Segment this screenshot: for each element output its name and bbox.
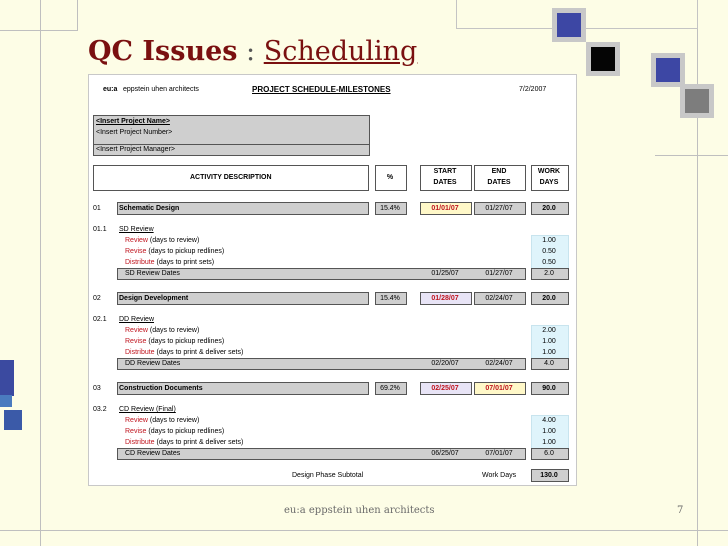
- decor-square: [685, 89, 709, 113]
- phase-end: 01/27/07: [485, 205, 513, 212]
- decor-square: [656, 58, 680, 82]
- title-subject: Scheduling: [263, 36, 418, 67]
- review-end: 01/27/07: [485, 270, 513, 277]
- phase-number: 02: [93, 295, 101, 302]
- review-step: Review (days to review): [125, 237, 200, 244]
- decor-square: [4, 410, 22, 430]
- footer-firm: eu:a eppstein uhen architects: [284, 505, 435, 516]
- review-start: 06/25/07: [431, 450, 459, 457]
- phase-pct: 69.2%: [380, 385, 400, 392]
- revise-step: Revise (days to pickup redlines): [125, 338, 225, 345]
- review-start: 01/25/07: [431, 270, 459, 277]
- project-name: <Insert Project Name>: [96, 118, 170, 125]
- review-start: 02/20/07: [431, 360, 459, 367]
- review-dates-label: CD Review Dates: [125, 450, 181, 457]
- header-work-2: DAYS: [539, 179, 559, 186]
- phase-start: 02/25/07: [431, 385, 459, 392]
- phase-pct: 15.4%: [380, 295, 400, 302]
- revise-step: Revise (days to pickup redlines): [125, 248, 225, 255]
- work-days-label: Work Days: [482, 472, 517, 479]
- phase-name: Schematic Design: [119, 205, 180, 212]
- review-number: 01.1: [93, 226, 107, 233]
- review-dates-label: SD Review Dates: [125, 270, 180, 277]
- revise-days: 0.50: [542, 248, 556, 255]
- header-end-2: DATES: [487, 179, 511, 186]
- revise-step: Revise (days to pickup redlines): [125, 428, 225, 435]
- review-days: 4.00: [542, 417, 556, 424]
- phase-number: 01: [93, 205, 101, 212]
- review-step: Review (days to review): [125, 327, 200, 334]
- sheet-heading: PROJECT SCHEDULE-MILESTONES: [252, 85, 391, 94]
- sheet-firm: eppstein uhen architects: [123, 86, 199, 93]
- work-days-total: 130.0: [540, 472, 558, 479]
- phase-end: 02/24/07: [485, 295, 513, 302]
- review-name: DD Review: [119, 316, 155, 323]
- review-total: 6.0: [544, 450, 554, 457]
- frame-line: [655, 155, 728, 156]
- phase-days: 20.0: [542, 295, 556, 302]
- phase-days: 90.0: [542, 385, 556, 392]
- schedule-sheet: [88, 74, 577, 486]
- distribute-step: Distribute (days to print sets): [125, 259, 215, 266]
- distribute-days: 0.50: [542, 259, 556, 266]
- slide-title: [88, 36, 417, 67]
- phase-pct: 15.4%: [380, 205, 400, 212]
- phase-end: 07/01/07: [485, 385, 513, 392]
- distribute-days: 1.00: [542, 439, 556, 446]
- decor-square: [557, 13, 581, 37]
- header-work-1: WORK: [537, 168, 561, 175]
- review-total: 4.0: [544, 360, 554, 367]
- header-pct: %: [386, 174, 394, 181]
- review-number: 03.2: [93, 406, 107, 413]
- phase-days: 20.0: [542, 205, 556, 212]
- frame-line: [0, 30, 78, 31]
- header-activity: ACTIVITY DESCRIPTION: [190, 174, 272, 181]
- decor-square: [591, 47, 615, 71]
- phase-name: Design Development: [119, 295, 189, 302]
- phase-name: Construction Documents: [119, 385, 203, 392]
- review-step: Review (days to review): [125, 417, 200, 424]
- phase-start: 01/01/07: [431, 205, 459, 212]
- revise-days: 1.00: [542, 428, 556, 435]
- review-dates-label: DD Review Dates: [125, 360, 181, 367]
- distribute-days: 1.00: [542, 349, 556, 356]
- frame-line: [0, 530, 728, 531]
- project-number: <Insert Project Number>: [96, 129, 173, 136]
- phase-number: 03: [93, 385, 101, 392]
- sheet-logo: eu:a: [103, 86, 118, 93]
- review-days: 1.00: [542, 237, 556, 244]
- page-number: 7: [677, 505, 684, 516]
- review-name: CD Review (Final): [119, 406, 176, 413]
- distribute-step: Distribute (days to print & deliver sets): [125, 439, 244, 446]
- decor-square: [0, 360, 14, 396]
- revise-days: 1.00: [542, 338, 556, 345]
- frame-line: [40, 0, 41, 546]
- title-separator: :: [237, 36, 264, 67]
- sheet-date: 7/2/2007: [519, 86, 547, 93]
- review-number: 02.1: [93, 316, 107, 323]
- title-bold: QC Issues: [88, 36, 238, 67]
- review-name: SD Review: [119, 226, 154, 233]
- review-end: 02/24/07: [485, 360, 513, 367]
- header-end-1: END: [491, 168, 507, 175]
- phase-start: 01/28/07: [431, 295, 459, 302]
- decor-square: [0, 395, 12, 407]
- review-total: 2.0: [544, 270, 554, 277]
- frame-line: [77, 0, 78, 30]
- distribute-step: Distribute (days to print & deliver sets): [125, 349, 244, 356]
- project-manager: <Insert Project Manager>: [96, 146, 175, 153]
- header-start-2: DATES: [433, 179, 457, 186]
- subtotal-label: Design Phase Subtotal: [292, 472, 364, 479]
- review-days: 2.00: [542, 327, 556, 334]
- review-end: 07/01/07: [485, 450, 513, 457]
- header-start-1: START: [433, 168, 457, 175]
- frame-line: [697, 0, 698, 546]
